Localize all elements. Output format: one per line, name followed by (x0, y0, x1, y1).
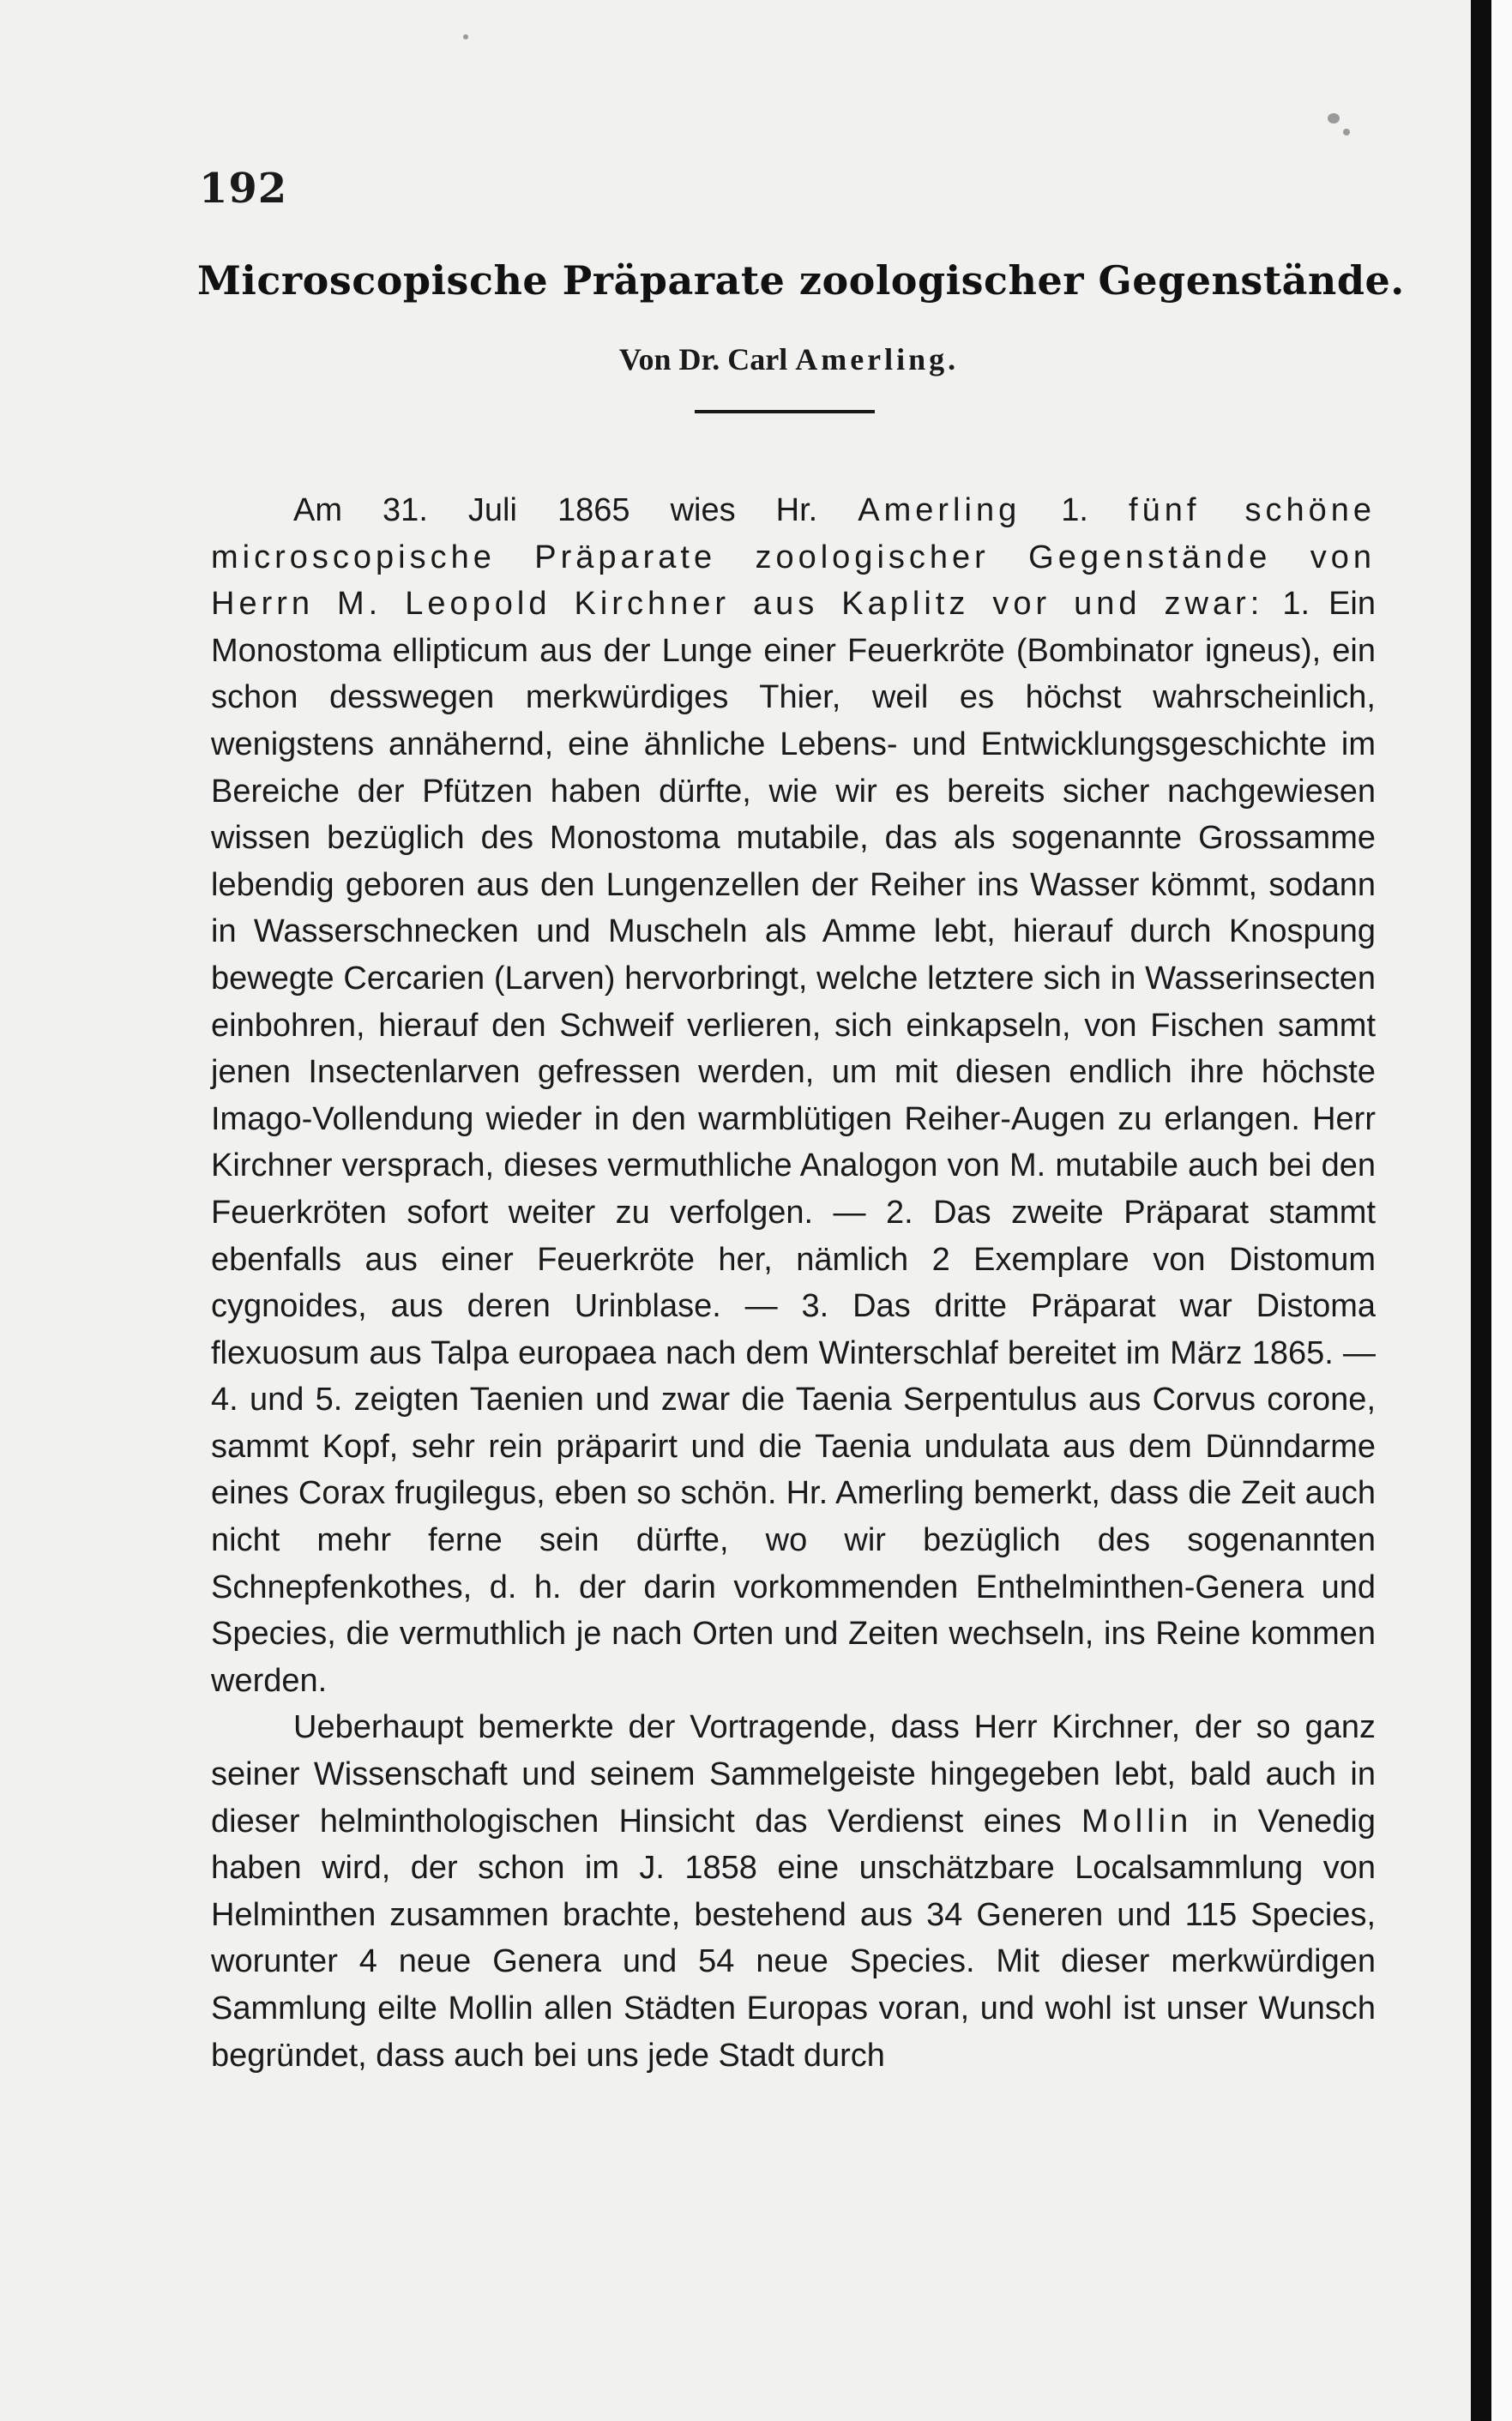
scan-speck (1328, 113, 1340, 123)
article-title: Microscopische Präparate zoologischer Gegenstände. (197, 257, 1405, 304)
scan-speck (1343, 129, 1350, 136)
page-edge-margin (1491, 0, 1512, 2421)
byline-prefix: Von Dr. Carl (618, 342, 788, 376)
text-segment: in Venedig haben wird, der schon im J. 1858 eine unschätzbare Localsammlung von Helminthen zusammen brachte, bestehend aus 34 Generen und 115 Species, worunter 4 neue Genera und 54 neue Species. Mit dieser merkwürdigen Sammlung eilte Mollin allen Städten Europas voran, und wohl ist unser Wunsch begründet, dass auch bei uns jede Stadt durch (211, 1803, 1376, 2074)
text-segment: Ueberhaupt bemerkte der Vortragende, dass Herr Kirchner, der so ganz seiner Wissenschaft und seinem Sammelgeiste hingegeben lebt, bald auch in dieser helminthologischen Hinsicht das Verdienst eines (211, 1709, 1376, 1840)
article-body (211, 487, 1376, 2079)
byline-author: Amerling. (795, 342, 960, 376)
text-segment-spaced: Amerling (858, 492, 1021, 528)
text-segment: Am 31. Juli 1865 wies Hr. (293, 492, 858, 528)
text-segment: 1. Ein Monostoma ellipticum aus der Lunge einer Feuerkröte (Bombinator igneus), ein schon desswegen merkwürdiges Thier, weil es höchst wahrscheinlich, wenigstens annähernd, eine ähnliche Lebens- und Entwicklungsgeschichte im Bereiche der Pfützen haben dürfte, wie wir es bereits sicher nachgewiesen wissen bezüglich des Monostoma mutabile, das als sogenannte Grossamme lebendig geboren aus den Lungenzellen der Reiher ins Wasser kömmt, sodann in Wasserschnecken und Muscheln als Amme lebt, hierauf durch Knospung bewegte Cercarien (Larven) hervorbringt, welche letztere sich in Wasserinsecten einbohren, hierauf den Schweif verlieren, sich einkapseln, von Fischen sammt jenen Insectenlarven gefressen werden, um mit diesen endlich ihre höchste Imago-Vollendung wieder in den warmblütigen Reiher-Augen zu erlangen. Herr Kirchner versprach, dieses vermuthliche Analogon von M. mutabile auch bei den Feuerkröten sofort weiter zu verfolgen. — 2. Das zweite Präparat stammt ebenfalls aus einer Feuerkröte her, nämlich 2 Exemplare von Distomum cygnoides, aus deren Urinblase. — 3. Das dritte Präparat war Distoma flexuosum aus Talpa europaea nach dem Winterschlaf bereitet im März 1865. — 4. und 5. zeigten Taenien und zwar die Taenia Serpentulus aus Corvus corone, sammt Kopf, sehr rein präparirt und die Taenia undulata aus dem Dünndarme eines Corax frugilegus, eben so schön. Hr. Amerling bemerkt, dass die Zeit auch nicht mehr ferne sein dürfte, wo wir bezüglich des sogenannten Schnepfenkothes, d. h. der darin vorkommenden Enthelminthen-Genera und Species, die vermuthlich je nach Orten und Zeiten wechseln, ins Reine kommen werden. (211, 586, 1376, 1699)
paragraph (211, 487, 1376, 1704)
page-number: 192 (199, 165, 288, 213)
article-byline (197, 341, 1381, 377)
scan-speck (463, 34, 468, 39)
title-rule (695, 410, 875, 413)
text-segment-spaced: Mollin (1081, 1803, 1193, 1840)
text-segment: 1. (1021, 492, 1129, 528)
paragraph (211, 1704, 1376, 2079)
text-segment-spaced: fünf schöne microscopische Präparate zoologischer Gegenstände von Herrn M. Leopold Kirchner aus Kaplitz vor und zwar: (211, 492, 1376, 623)
page-edge-shadow (1471, 0, 1491, 2421)
